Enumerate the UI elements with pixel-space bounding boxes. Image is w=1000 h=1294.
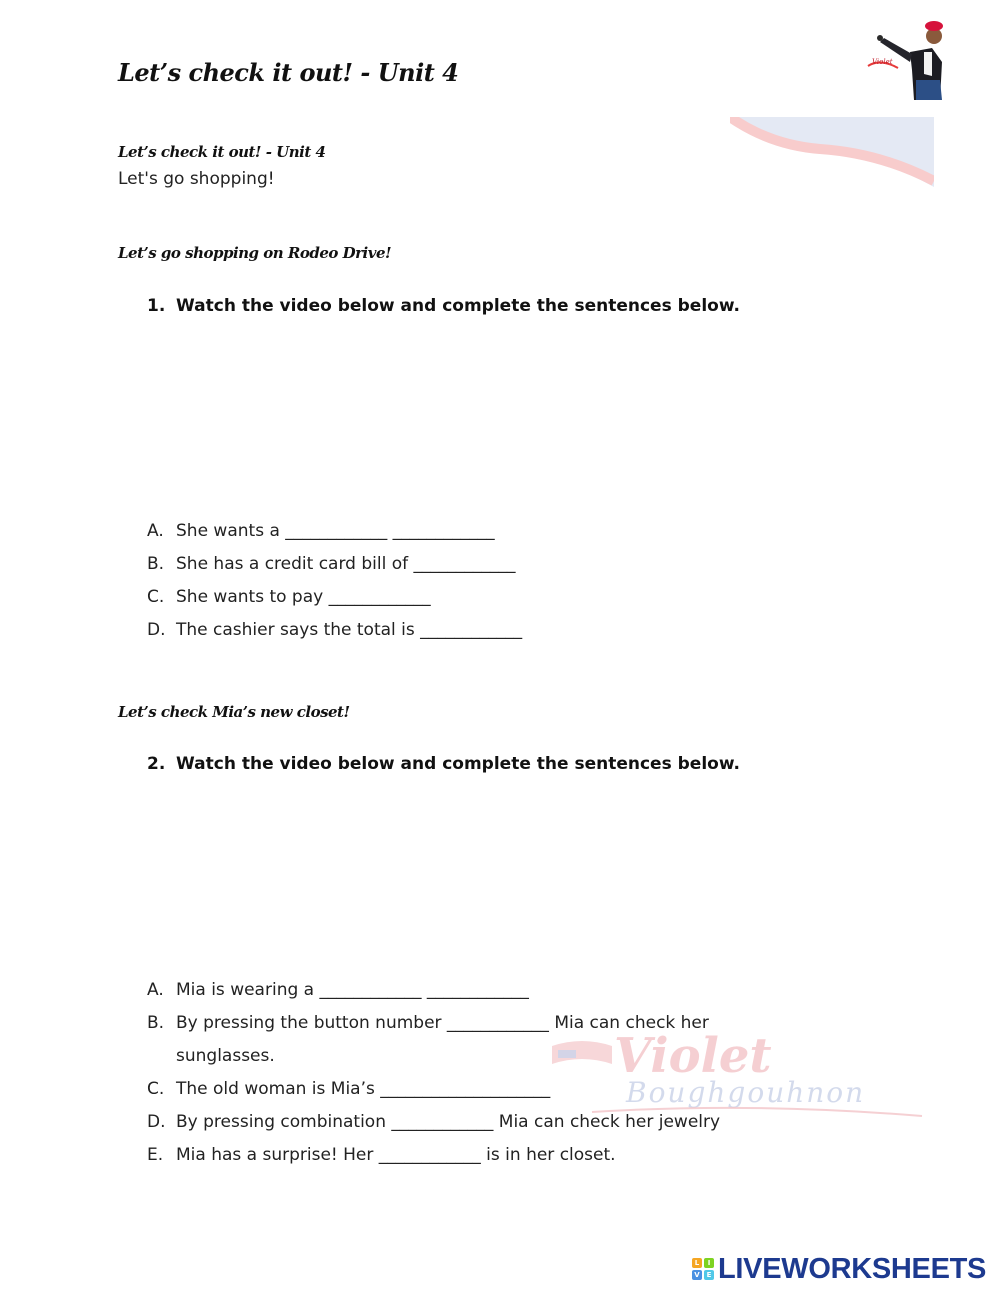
- photo-logo-text: Violet: [872, 58, 893, 66]
- logo-tile: L: [692, 1258, 702, 1268]
- list-item[interactable]: [147, 1139, 720, 1172]
- item-letter: D.: [147, 1112, 166, 1132]
- item-letter: C.: [147, 1079, 165, 1099]
- logo-tile: V: [692, 1270, 702, 1280]
- brand-name: LIVEWORKSHEETS: [718, 1252, 987, 1285]
- watermark-line1: Violet: [614, 1028, 772, 1084]
- item-letter: A.: [147, 980, 164, 1000]
- section2-question-number: 2.: [147, 754, 166, 774]
- logo-grid-icon: [692, 1258, 714, 1280]
- item-letter: E.: [147, 1145, 164, 1165]
- list-item[interactable]: [147, 1007, 720, 1040]
- watermark-line2: Boughgouhnon: [626, 1076, 866, 1109]
- person-photo: [866, 18, 950, 102]
- section1-question: [147, 296, 740, 316]
- section1-heading: Let’s go shopping on Rodeo Drive!: [118, 244, 392, 262]
- list-item[interactable]: [147, 548, 522, 581]
- item-text: Mia has a surprise! Her ____________ is in her closet.: [176, 1145, 616, 1165]
- item-letter: B.: [147, 1013, 165, 1033]
- item-text: The cashier says the total is ____________: [176, 620, 523, 640]
- logo-tile: E: [704, 1270, 714, 1280]
- item-text: She wants a ____________ ____________: [176, 521, 495, 541]
- section1-question-text: Watch the video below and complete the sentences below.: [176, 296, 740, 316]
- list-item[interactable]: [147, 581, 522, 614]
- list-item[interactable]: [147, 614, 522, 647]
- section2-question: [147, 754, 740, 774]
- item-text: By pressing the button number ____________ Mia can check her: [176, 1013, 709, 1033]
- list-item[interactable]: [147, 515, 522, 548]
- section1-question-number: 1.: [147, 296, 166, 316]
- item-text: The old woman is Mia’s ____________________: [176, 1079, 551, 1099]
- section2-heading: Let’s check Mia’s new closet!: [118, 703, 350, 721]
- item-letter: A.: [147, 521, 164, 541]
- list-item[interactable]: [147, 1106, 720, 1139]
- item-text: She wants to pay ____________: [176, 587, 431, 607]
- page-subtitle: Let’s check it out! - Unit 4: [118, 143, 326, 161]
- page-title: Let’s check it out! - Unit 4: [118, 58, 459, 87]
- item-letter: B.: [147, 554, 165, 574]
- logo-tile: I: [704, 1258, 714, 1268]
- section1-list: [147, 515, 522, 647]
- decorative-wave: [730, 117, 934, 187]
- item-letter: D.: [147, 620, 166, 640]
- item-continuation-text: sunglasses.: [176, 1046, 275, 1066]
- item-text: She has a credit card bill of ____________: [176, 554, 516, 574]
- section2-question-text: Watch the video below and complete the sentences below.: [176, 754, 740, 774]
- list-item[interactable]: [147, 1073, 720, 1106]
- list-item-continuation: [147, 1040, 720, 1073]
- item-letter: C.: [147, 587, 165, 607]
- liveworksheets-logo[interactable]: [692, 1252, 986, 1286]
- item-text: Mia is wearing a ____________ ____________: [176, 980, 529, 1000]
- section2-list: [147, 974, 720, 1172]
- page-tagline: Let's go shopping!: [118, 169, 275, 189]
- item-text: By pressing combination ____________ Mia can check her jewelry: [176, 1112, 721, 1132]
- list-item[interactable]: [147, 974, 720, 1007]
